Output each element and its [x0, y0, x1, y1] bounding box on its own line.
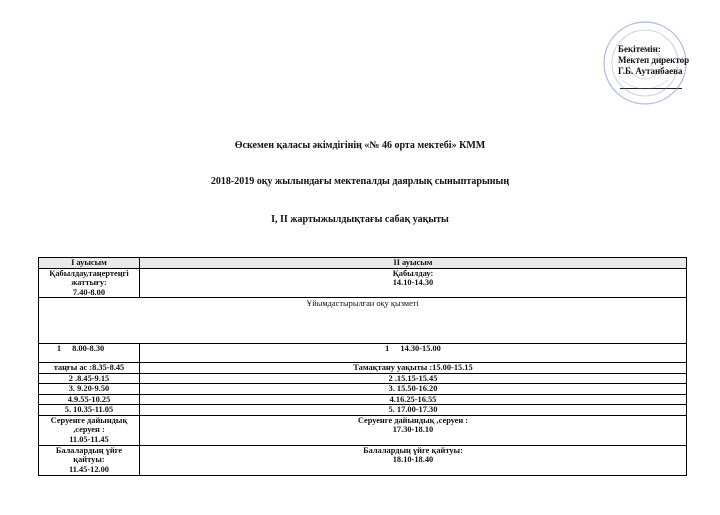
- approval-label: Бекітемін:: [618, 44, 661, 54]
- table-row-walk: [39, 415, 687, 445]
- walk-label-1: Серуенге дайындық ,серуен :: [50, 415, 128, 434]
- walk-shift-1: [39, 415, 140, 445]
- schedule-table: [38, 257, 687, 476]
- table-row-lesson-3: [39, 384, 687, 395]
- lesson-4-shift-1: 4.9.55-10.25: [39, 394, 140, 405]
- year-title: 2018-2019 оқу жылындағы мектепалды даярлық сыныптарының: [210, 176, 510, 187]
- organized-activity: Ұйымдастырылған оқу қызметі: [39, 298, 687, 344]
- header-shift-1: І ауысым: [39, 258, 140, 269]
- walk-label-2: Серуенге дайындық ,серуен :: [357, 415, 469, 425]
- table-row-meal: [39, 363, 687, 374]
- school-title: Өскемен қаласы әкімдігінің «№ 46 орта мектебі» КММ: [234, 140, 486, 151]
- reception-time-1: 7.40-8.00: [72, 287, 106, 297]
- home-shift-2: [139, 445, 686, 475]
- lesson-4-shift-2: 4.16.25-16.55: [139, 394, 686, 405]
- table-row-lesson-4: [39, 394, 687, 405]
- first-lesson-shift-2: [139, 344, 686, 363]
- approval-block: [618, 44, 689, 77]
- first-lesson-shift-1: [39, 344, 140, 363]
- walk-shift-2: [139, 415, 686, 445]
- walk-time-2: 17.30-18.10: [392, 425, 434, 434]
- table-row-home: [39, 445, 687, 475]
- meal-shift-2: Тамақтану уақыты :15.00-15.15: [139, 363, 686, 374]
- home-label-1: Балалардың үйге қайтуы:: [55, 445, 123, 464]
- header-shift-2: ІІ ауысым: [139, 258, 686, 269]
- walk-time-1: 11.05-11.45: [69, 434, 109, 444]
- first-lesson-time-2: 14.30-15.00: [400, 344, 441, 353]
- table-row-reception: [39, 268, 687, 298]
- home-label-2: Балалардың үйге қайтуы:: [363, 445, 463, 455]
- reception-shift-1: [39, 268, 140, 298]
- table-row-lesson-5: [39, 405, 687, 416]
- table-row-organized: [39, 298, 687, 344]
- first-lesson-time-1: 8.00-8.30: [72, 344, 105, 353]
- lesson-2-shift-1: 2 .8.45-9.15: [39, 373, 140, 384]
- reception-label-2: Қабылдау:: [392, 268, 434, 278]
- schedule-title: І, ІІ жартыжылдықтағы сабақ уақыты: [271, 214, 449, 225]
- lesson-3-shift-1: 3. 9.20-9.50: [39, 384, 140, 395]
- reception-shift-2: [139, 268, 686, 298]
- table-header-row: [39, 258, 687, 269]
- reception-label-1: Қабылдау,таңертеңгі жаттығу:: [49, 268, 129, 287]
- lesson-5-shift-2: 5. 17.00-17.30: [139, 405, 686, 416]
- first-lesson-num-1: 1: [56, 344, 61, 353]
- approval-director-name: Г.Б. Аутанбаева: [618, 66, 683, 76]
- home-time-1: 11.45-12.00: [68, 464, 109, 474]
- first-lesson-num-2: 1: [385, 344, 390, 353]
- approval-position: Мектеп директор: [618, 55, 690, 65]
- reception-time-2: 14.10-14.30: [392, 278, 434, 287]
- lesson-2-shift-2: 2 .15.15-15.45: [139, 373, 686, 384]
- lesson-5-shift-1: 5. 10.35-11.05: [39, 405, 140, 416]
- table-row-first-lesson: [39, 344, 687, 363]
- lesson-3-shift-2: 3. 15.50-16.20: [139, 384, 686, 395]
- home-time-2: 18.10-18.40: [392, 455, 434, 464]
- home-shift-1: [39, 445, 140, 475]
- table-row-lesson-2: [39, 373, 687, 384]
- meal-shift-1: таңғы ас :8.35-8.45: [39, 363, 140, 374]
